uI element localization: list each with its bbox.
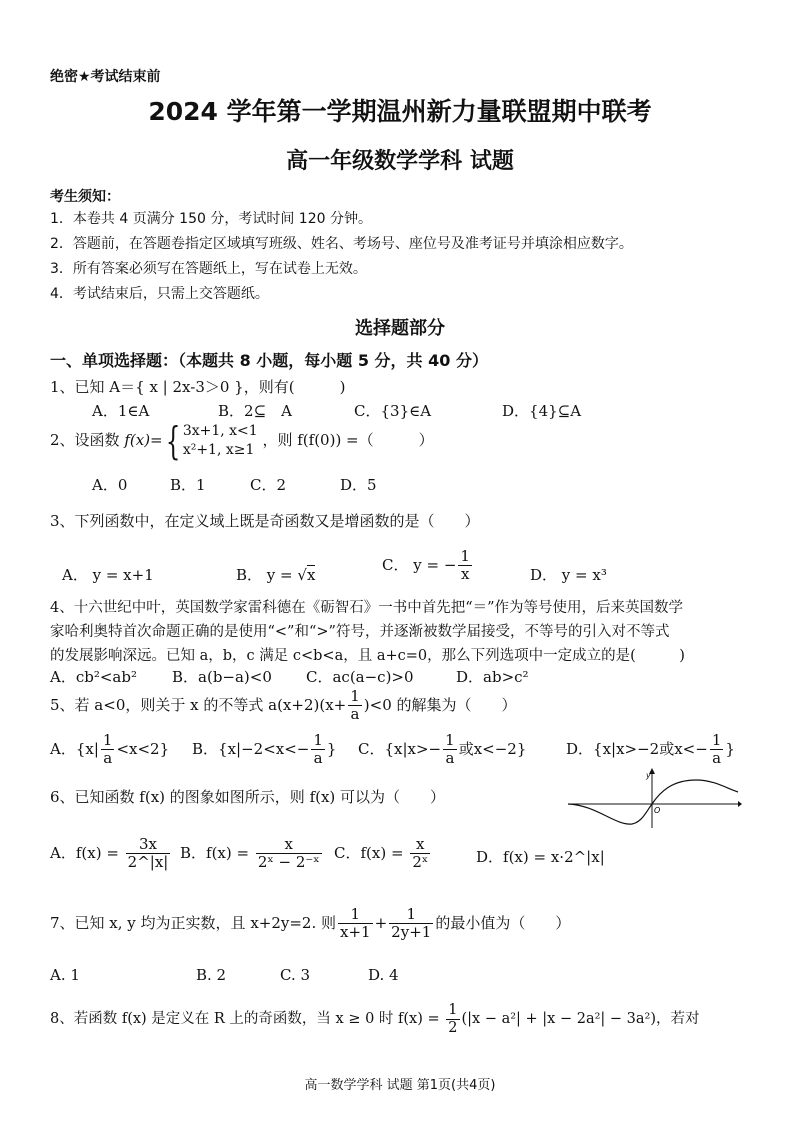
fraction-numerator: 1 xyxy=(711,731,722,749)
fraction xyxy=(443,732,457,768)
question-4-option-c: C．ac(a−c)>0 xyxy=(306,668,414,686)
question-1-option-c: C．{3}∈A xyxy=(354,402,432,420)
fraction xyxy=(389,906,433,942)
fraction-denominator: x xyxy=(460,565,470,584)
radicand: x xyxy=(306,566,316,584)
fraction-denominator: a xyxy=(445,749,455,768)
option-text: } xyxy=(725,739,735,758)
fraction-denominator: 2^|x| xyxy=(127,853,169,872)
origin-label: O xyxy=(654,806,661,815)
fraction-numerator: 1 xyxy=(460,547,470,565)
option-text: } xyxy=(326,739,337,758)
question-1-stem: 1、已知 A＝{ x | 2x-3＞0 }，则有( ) xyxy=(50,378,346,396)
fraction xyxy=(710,732,724,768)
fraction-denominator: x+1 xyxy=(340,923,371,942)
section-title: 选择题部分 xyxy=(355,318,445,339)
question-2-prefix: 2、设函数 xyxy=(50,431,120,449)
page-footer: 高一数学学科 试题 第1页(共4页) xyxy=(304,1078,496,1093)
fraction xyxy=(446,1002,459,1036)
option-text: B．f(x) = xyxy=(180,843,254,862)
option-text: C．{x|x>− xyxy=(358,739,442,758)
option-label: C． y = − xyxy=(382,555,457,574)
question-4-line-3: 的发展影响深远。已知 a，b，c 满足 c<b<a，且 a+c=0，那么下列选项中一定成立的是( ) xyxy=(50,648,685,664)
option-text: C．f(x) = xyxy=(334,843,409,862)
fraction-denominator: a xyxy=(350,705,360,724)
fraction xyxy=(126,836,171,872)
fraction xyxy=(338,906,373,942)
notice-heading: 考生须知： xyxy=(50,189,120,205)
notice-item: 1．本卷共 4 页满分 150 分，考试时间 120 分钟。 xyxy=(50,211,372,227)
question-5-option-d xyxy=(566,732,735,768)
brace-icon: { xyxy=(165,419,180,463)
fraction-numerator: 1 xyxy=(448,1002,458,1018)
question-2-stem xyxy=(50,419,434,463)
question-6-stem: 6、已知函数 f(x) 的图象如图所示，则 f(x) 可以为（ ） xyxy=(50,788,446,806)
fraction-numerator: x xyxy=(256,836,322,854)
option-text: B．{x|−2<x<− xyxy=(192,739,310,758)
fraction-numerator: 1 xyxy=(338,906,373,924)
question-6-option-a xyxy=(50,836,172,872)
question-8-stem xyxy=(50,1002,700,1036)
fraction xyxy=(101,732,115,768)
notice-item: 4．考试结束后，只需上交答题纸。 xyxy=(50,286,269,302)
fraction xyxy=(410,836,430,872)
stem-text: 7、已知 x, y 均为正实数，且 x+2y=2. 则 xyxy=(50,913,337,932)
function-curve xyxy=(568,780,738,824)
option-label: B． y = xyxy=(236,566,298,584)
fraction-denominator: 2ˣ − 2⁻ˣ xyxy=(257,853,320,872)
sqrt-icon: √ xyxy=(297,566,307,584)
stem-text: )<0 的解集为（ ） xyxy=(363,695,517,714)
question-2-option-a: A．0 xyxy=(92,476,128,494)
fraction xyxy=(256,836,322,872)
question-6-graph xyxy=(566,768,742,830)
fraction-numerator: 1 xyxy=(350,687,360,705)
question-7-option-b: B. 2 xyxy=(196,966,227,984)
question-2-suffix: ，则 f(f(0)) =（ ） xyxy=(262,431,434,449)
fraction-denominator: 2ˣ xyxy=(412,853,429,872)
question-3-option-b xyxy=(236,564,315,585)
fraction-numerator: 1 xyxy=(389,906,433,924)
option-text: 或x<−2} xyxy=(458,739,527,758)
question-4-line-2: 家哈利奥特首次命题正确的是使用“<”和“>”符号，并逐渐被数学届接受，不等号的引入对不等式 xyxy=(50,624,670,640)
fraction-denominator: a xyxy=(313,749,323,768)
fraction-numerator: 1 xyxy=(445,731,455,749)
stem-text: 的最小值为（ ） xyxy=(435,913,571,932)
question-5-option-a xyxy=(50,732,169,768)
question-3-stem: 3、下列函数中，在定义域上既是奇函数又是增函数的是（ ） xyxy=(50,512,480,530)
option-text: <x<2} xyxy=(116,739,170,758)
question-1-option-d: D．{4}⊆A xyxy=(502,402,582,420)
stem-text: 8、若函数 f(x) 是定义在 R 上的奇函数，当 x ≥ 0 时 f(x) = xyxy=(50,1011,445,1028)
question-4-option-d: D．ab>c² xyxy=(456,668,529,686)
question-6-option-b xyxy=(180,836,324,872)
notice-item: 2．答题前，在答题卷指定区域填写班级、姓名、考场号、座位号及准考证号并填涂相应数字。 xyxy=(50,236,633,252)
notice-item: 3．所有答案必须写在答题纸上，写在试卷上无效。 xyxy=(50,261,367,277)
fraction-numerator: 1 xyxy=(102,731,113,749)
question-5-option-c xyxy=(358,732,526,768)
question-7-option-d: D. 4 xyxy=(368,966,399,984)
fraction-denominator: a xyxy=(712,749,722,768)
question-2-fx: f(x)= xyxy=(124,431,163,449)
question-7-option-a: A. 1 xyxy=(50,966,80,984)
question-7-stem xyxy=(50,906,570,942)
question-2-option-d: D．5 xyxy=(340,476,377,494)
question-2-case-2: x²+1, x≥1 xyxy=(182,442,255,458)
x-axis-arrow-icon xyxy=(738,801,742,807)
fraction xyxy=(348,688,362,724)
option-text: A．f(x) = xyxy=(50,843,124,862)
part-title: 一、单项选择题：（本题共 8 小题，每小题 5 分，共 40 分） xyxy=(50,351,488,370)
stem-text: 5、若 a<0，则关于 x 的不等式 a(x+2)(x+ xyxy=(50,695,347,714)
question-6-option-d: D．f(x) = x·2^|x| xyxy=(476,848,605,866)
plus-sign: + xyxy=(374,913,388,932)
fraction-denominator: 2 xyxy=(448,1019,458,1036)
question-4-line-1: 4、十六世纪中叶，英国数学家雷科德在《砺智石》一书中首先把“＝”作为等号使用，后来英国数学 xyxy=(50,600,684,616)
fraction-denominator: 2y+1 xyxy=(391,923,432,942)
question-7-option-c: C. 3 xyxy=(280,966,311,984)
exam-title: 2024 学年第一学期温州新力量联盟期中联考 xyxy=(148,97,652,126)
fraction xyxy=(458,548,472,584)
question-1-option-b: B．2⊆ A xyxy=(218,402,292,420)
question-4-option-a: A．cb²<ab² xyxy=(50,668,137,686)
question-3-option-c xyxy=(382,548,474,584)
question-2-option-c: C．2 xyxy=(250,476,287,494)
stem-text: (|x − a²| + |x − 2a²| − 3a²)，若对 xyxy=(461,1011,700,1028)
fraction xyxy=(311,732,325,768)
fraction-denominator: a xyxy=(103,749,113,768)
question-1-option-a: A．1∈A xyxy=(92,402,150,420)
option-text: D．{x|x>−2或x<− xyxy=(566,739,708,758)
question-5-option-b xyxy=(192,732,336,768)
secret-label: 绝密★考试结束前 xyxy=(50,69,161,85)
fraction-numerator: 3x xyxy=(126,836,171,854)
fraction-numerator: 1 xyxy=(313,731,323,749)
question-4-option-b: B．a(b−a)<0 xyxy=(172,668,272,686)
question-2-case-1: 3x+1, x<1 xyxy=(182,423,258,440)
question-6-option-c xyxy=(334,836,432,872)
exam-subtitle: 高一年级数学学科 试题 xyxy=(286,149,514,174)
question-3-option-d: D． y = x³ xyxy=(530,566,607,584)
question-5-stem xyxy=(50,688,517,724)
y-axis-label: y xyxy=(646,771,651,780)
option-text: A．{x| xyxy=(50,739,99,758)
question-3-option-a: A． y = x+1 xyxy=(62,566,154,584)
question-2-option-b: B．1 xyxy=(170,476,206,494)
fraction-numerator: x xyxy=(410,836,430,854)
